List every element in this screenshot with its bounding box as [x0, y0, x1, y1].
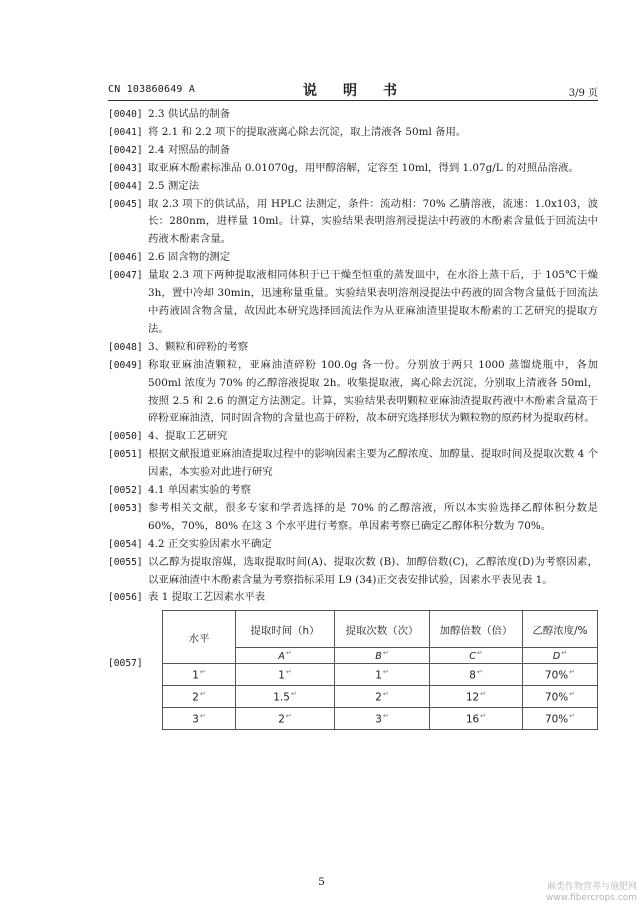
paragraph-number: [0046]	[108, 252, 143, 264]
watermark-url: www.fibercrops.com	[546, 893, 637, 903]
document-title: 说 明 书	[303, 83, 403, 99]
paragraph	[108, 500, 598, 536]
table-cell: 12↵	[430, 686, 523, 708]
table-header-row	[163, 611, 598, 648]
table-cell: 70%↵	[523, 664, 598, 686]
table-cell: 2↵	[236, 708, 335, 730]
section-heading: 4.2 正交实验因素水平确定	[148, 537, 272, 550]
table-cell: 2↵	[335, 686, 430, 708]
paragraph-number: [0052]	[108, 485, 143, 497]
table-cell: 1↵	[236, 664, 335, 686]
watermark	[546, 882, 637, 904]
section-heading: 4、提取工艺研究	[148, 430, 228, 443]
page-number: 5	[318, 876, 325, 888]
table-cell: 3↵	[163, 708, 236, 730]
paragraph	[108, 536, 598, 554]
patent-number: CN 103860649 A	[108, 84, 196, 95]
paragraph-number: [0042]	[108, 144, 143, 156]
factor-level-table	[162, 610, 598, 730]
table-cell: 1↵	[163, 664, 236, 686]
paragraph	[108, 446, 598, 482]
paragraph-text: 量取 2.3 项下两种提取液相同体积于已干燥至恒重的蒸发皿中，在水浴上蒸干后，于 105℃干燥 3h，置中冷却 30min，迅速称量重量。实验结果表明溶剂浸提法中药液的固含物含量低于回流法中药液固含物含量，故因此本研究选择回流法作为从亚麻油渣里提取木酚素的工艺研究的提取方法。	[148, 269, 598, 335]
table-cell: 8↵	[430, 664, 523, 686]
paragraph-text: 取 2.3 项下的供试品，用 HPLC 法测定，条件：流动相：70% 乙腈溶液，流速：1.0x103，波长：280nm，进样量 10ml。计算，实验结果表明溶剂浸提法中药液的木酚素含量低于回流法中药液木酚素含量。	[148, 197, 598, 246]
paragraph	[108, 249, 598, 267]
paragraph-number: [0048]	[108, 341, 143, 353]
paragraph	[108, 196, 598, 250]
paragraph-number: [0049]	[108, 359, 143, 371]
paragraph	[108, 160, 598, 178]
paragraph-text: 根据文献报道亚麻油渣提取过程中的影响因素主要为乙醇浓度、加醇量、提取时间及提取次数 4 个因素，本实验对此进行研究	[148, 448, 598, 479]
paragraph-number: [0054]	[108, 538, 143, 550]
section-heading: 2.6 固含物的测定	[148, 251, 231, 264]
section-heading: 3、颗粒和碎粉的考察	[148, 340, 249, 353]
paragraph-list	[108, 106, 598, 607]
section-heading: 表 1 提取工艺因素水平表	[148, 591, 266, 604]
table-cell: 70%↵	[523, 708, 598, 730]
paragraph-text: 将 2.1 和 2.2 项下的提取液离心除去沉淀，取上清液各 50ml 备用。	[148, 125, 467, 138]
table-row	[163, 708, 598, 730]
paragraph-number: [0043]	[108, 162, 143, 174]
section-heading: 2.4 对照品的制备	[148, 143, 231, 156]
paragraph-text: 以乙醇为提取溶媒，选取提取时间(A)、提取次数 (B)、加醇倍数(C)，乙醇浓度(D)为考察因素，以亚麻油渣中木酚素含量为考察指标采用 L9 (34)正交表安排试验，因素水平表见表 1。	[148, 555, 598, 586]
table-cell: 2↵	[163, 686, 236, 708]
section-heading: 4.1 单因素实验的考察	[148, 484, 251, 497]
watermark-site-name: 麻类作物营养与施肥网	[546, 882, 637, 892]
paragraph	[108, 589, 598, 607]
column-header-a: 提取时间（h）	[236, 611, 335, 648]
paragraph-number: [0045]	[108, 198, 143, 210]
paragraph	[108, 554, 598, 590]
paragraph-number: [0041]	[108, 126, 143, 138]
paragraph	[108, 178, 598, 196]
table-row	[163, 686, 598, 708]
column-header-b: 提取次数（次）	[335, 611, 430, 648]
row-header-cell: 水平	[163, 611, 236, 664]
paragraph	[108, 482, 598, 500]
paragraph-number: [0040]	[108, 109, 143, 120]
section-heading: 2.5 测定法	[148, 179, 199, 192]
paragraph-text: 取亚麻木酚素标准品 0.01070g，用甲醇溶解，定容至 10ml，得到 1.07g/L 的对照品溶液。	[148, 161, 579, 174]
column-header-d: 乙醇浓度/%	[523, 611, 598, 648]
paragraph-number: [0055]	[108, 556, 143, 568]
paragraph	[108, 357, 598, 429]
paragraph-number: [0056]	[108, 592, 143, 604]
paragraph-number: [0050]	[108, 431, 143, 443]
paragraph-number: [0057]	[108, 658, 143, 670]
table-cell: 16↵	[430, 708, 523, 730]
table-cell: 1.5↵	[236, 686, 335, 708]
page-indicator: 3/9 页	[568, 88, 598, 99]
paragraph	[108, 428, 598, 446]
paragraph-number: [0053]	[108, 502, 143, 514]
document-body	[108, 106, 598, 730]
paragraph	[108, 142, 598, 160]
table-paragraph	[108, 610, 598, 730]
table-cell: 3↵	[335, 708, 430, 730]
table-row	[163, 664, 598, 686]
page-header	[108, 80, 598, 102]
table-cell: 1↵	[335, 664, 430, 686]
paragraph-text: 称取亚麻油渣颗粒，亚麻油渣碎粉 100.0g 各一份。分别放于两只 1000 蒸馏烧瓶中，各加 500ml 浓度为 70% 的乙醇溶液提取 2h。收集提取液，离心除去沉淀，分别取上清液各 50ml，按照 2.5 和 2.6 的测定方法测定。计算，实验结果表明颗粒亚麻油渣提取药液中木酚素含量高于碎粉亚麻油渣，同时固含物的含量也高于碎粉，故本研究选择形状为颗粒物的原药材为提取药材。	[148, 358, 598, 425]
table-cell: 70%↵	[523, 686, 598, 708]
paragraph	[108, 106, 598, 124]
section-heading: 2.3 供试品的制备	[148, 108, 231, 120]
column-code-b: B↵	[335, 648, 430, 664]
paragraph	[108, 267, 598, 339]
paragraph-number: [0044]	[108, 180, 143, 192]
column-code-c: C↵	[430, 648, 523, 664]
header-divider	[108, 100, 598, 101]
column-code-a: A↵	[236, 648, 335, 664]
paragraph-number: [0047]	[108, 270, 143, 282]
paragraph	[108, 124, 598, 142]
column-code-d: D↵	[523, 648, 598, 664]
column-header-c: 加醇倍数（倍）	[430, 611, 523, 648]
paragraph-number: [0051]	[108, 449, 143, 461]
paragraph	[108, 339, 598, 357]
paragraph-text: 参考相关文献，很多专家和学者选择的是 70% 的乙醇溶液，所以本实验选择乙醇体积分数是 60%，70%，80% 在这 3 个水平进行考察。单因素考察已确定乙醇体积分数为 70%。	[148, 501, 598, 532]
